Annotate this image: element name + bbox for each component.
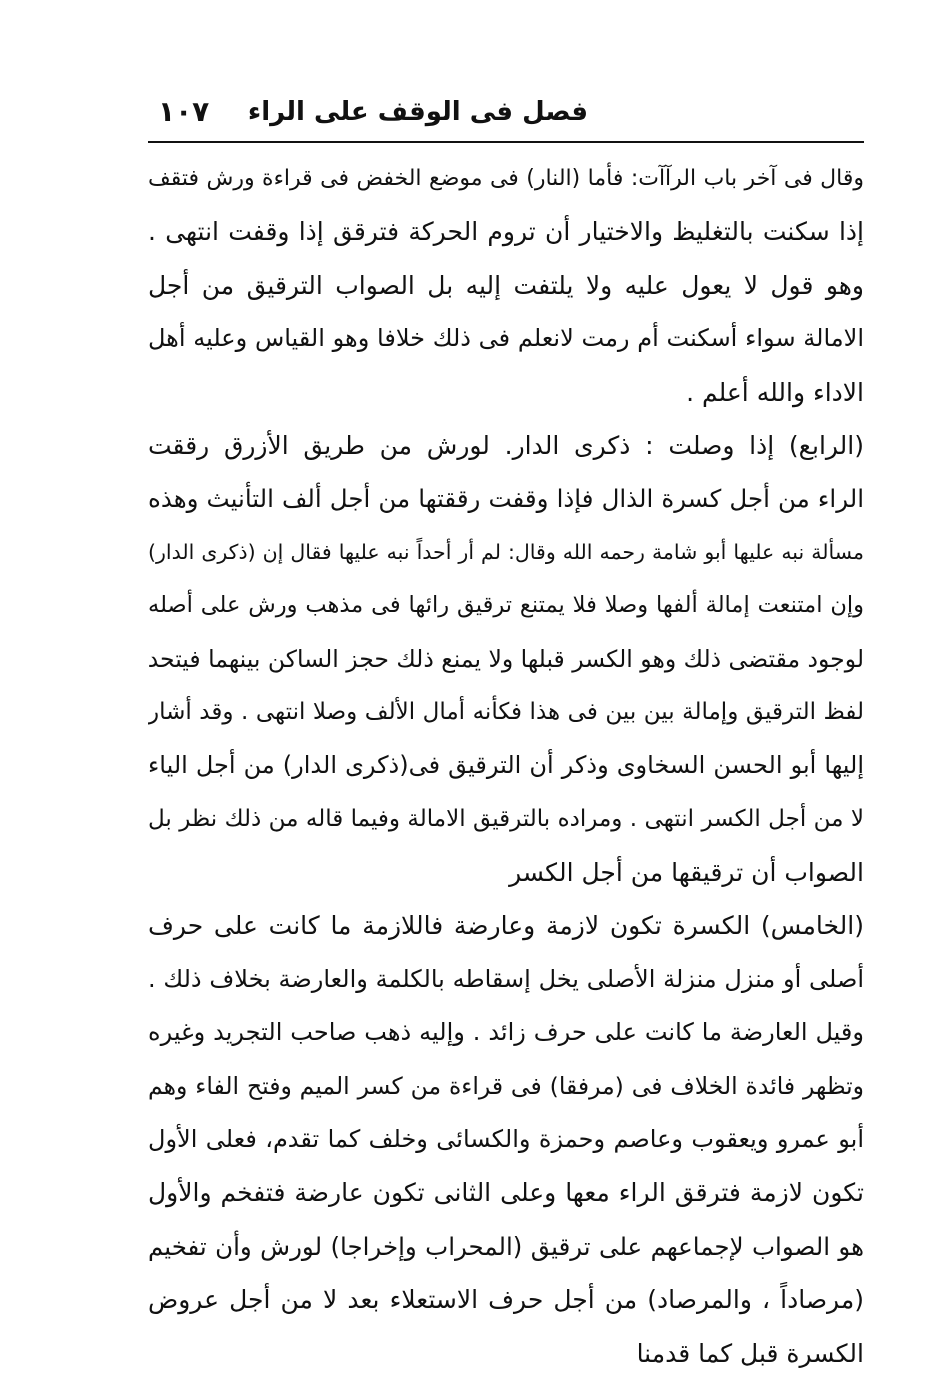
text-line-15: (الخامس) الكسرة تكون لازمة وعارضة فاللازمة ما كانت على حرف: [148, 911, 864, 941]
text-line-17: وقيل العارضة ما كانت على حرف زائد . وإليه ذهب صاحب التجريد وغيره: [148, 1018, 864, 1047]
text-line-6: (الرابع) إذا وصلت : ذكرى الدار. لورش من طريق الأزرق رققت: [148, 430, 864, 460]
text-line-14: الصواب أن ترقيقها من أجل الكسر: [509, 858, 864, 888]
text-line-18: وتظهر فائدة الخلاف فى (مرفقا) فى قراءة من كسر الميم وفتح الفاء وهم: [148, 1071, 864, 1100]
page-header: [148, 92, 864, 136]
text-line-3: وهو قول لا يعول عليه ولا يلتفت إليه بل الصواب الترقيق من أجل: [148, 270, 864, 300]
text-line-11: لفظ الترقيق وإمالة بين بين فى هذا فكأنه أمال الألف وصلا انتهى . وقد أشار: [148, 698, 864, 725]
header-rule: [148, 141, 864, 143]
text-line-8: مسألة نبه عليها أبو شامة رحمه الله وقال: لم أر أحداً نبه عليها فقال إن (ذكرى الدار): [148, 539, 864, 564]
body-text: [148, 152, 864, 1380]
text-line-22: (مرصاداً ، والمرصاد) من أجل حرف الاستعلاء بعد لا من أجل عروض: [148, 1285, 864, 1315]
text-line-9: وإن امتنعت إمالة ألفها وصلا فلا يمتنع ترقيق رائها فى مذهب ورش على أصله: [148, 592, 864, 619]
text-line-21: هو الصواب لإجماعهم على ترقيق (المحراب وإخراجا) لورش وأن تفخيم: [148, 1231, 864, 1261]
text-line-4: الامالة سواء أسكنت أم رمت لانعلم فى ذلك خلافا وهو القياس وعليه أهل: [148, 324, 864, 353]
text-line-1: وقال فى آخر باب الرآآت: فأما (النار) فى موضع الخفض فى قراءة ورش فتقف: [148, 166, 864, 191]
text-line-2: إذا سكنت بالتغليظ والاختيار أن تروم الحركة فترقق إذا وقفت انتهى .: [148, 217, 864, 247]
page-number: ١٠٧: [158, 95, 210, 128]
text-line-12: إليها أبو الحسن السخاوى وذكر أن الترقيق فى(ذكرى الدار) من أجل الياء: [148, 751, 864, 780]
running-title: فصل فى الوقف على الراء: [247, 97, 588, 127]
text-line-20: تكون لازمة فترقق الراء معها وعلى الثانى تكون عارضة فتفخم والأول: [148, 1178, 864, 1208]
text-line-19: أبو عمرو ويعقوب وعاصم وحمزة والكسائى وخلف كما تقدم، فعلى الأول: [148, 1125, 864, 1154]
text-line-13: لا من أجل الكسر انتهى . ومراده بالترقيق الامالة وفيما قاله من ذلك نظر بل: [148, 805, 864, 832]
text-line-23: الكسرة قبل كما قدمنا: [636, 1338, 864, 1368]
text-line-5: الاداء والله أعلم .: [686, 377, 864, 407]
text-line-10: لوجود مقتضى ذلك وهو الكسر قبلها ولا يمنع ذلك حجز الساكن بينهما فيتحد: [148, 644, 864, 673]
text-line-16: أصلى أو منزل منزلة الأصلى يخل إسقاطه بالكلمة والعارضة بخلاف ذلك .: [148, 964, 864, 993]
text-line-7: الراء من أجل كسرة الذال فإذا وقفت رققتها من أجل ألف التأنيث وهذه: [148, 484, 864, 514]
